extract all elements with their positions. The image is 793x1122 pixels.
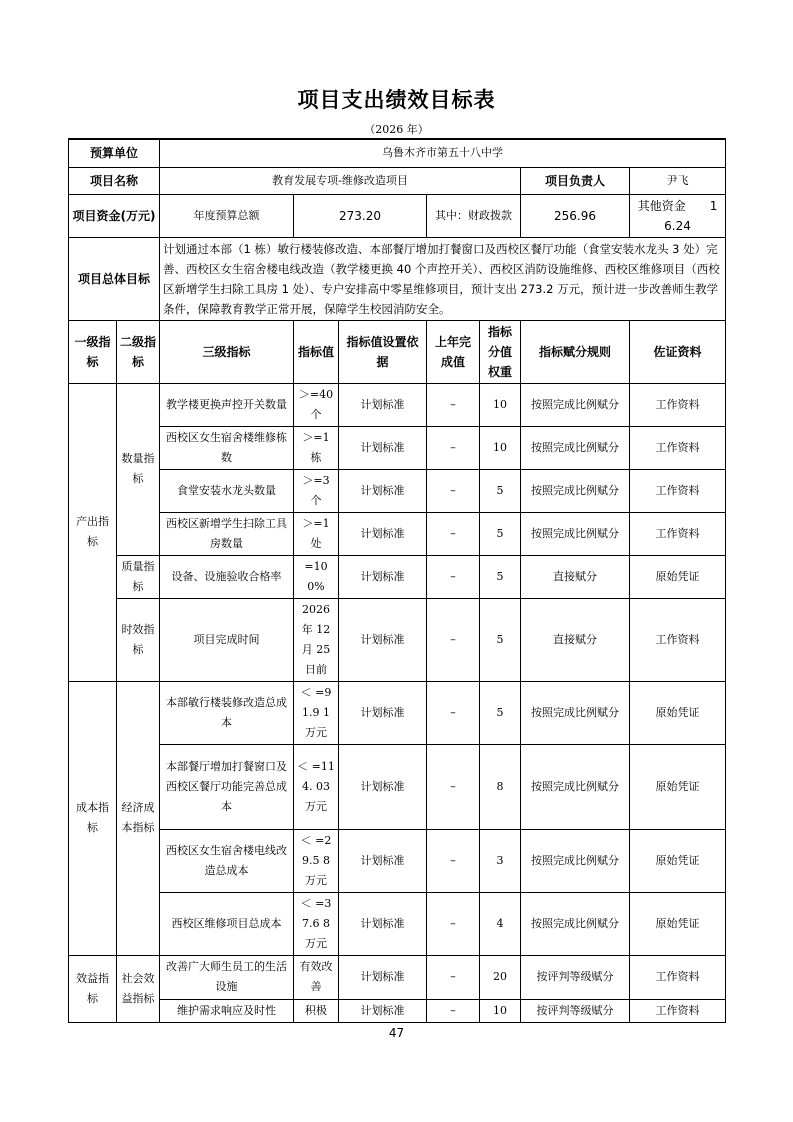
indicator-weight: 10	[480, 426, 521, 469]
indicator-prev: –	[427, 744, 480, 829]
indicator-rule: 按照完成比例赋分	[521, 512, 630, 555]
indicator-rule: 按评判等级赋分	[521, 955, 630, 999]
indicator-basis: 计划标准	[339, 426, 427, 469]
indicator-name: 本部敏行楼装修改造总成本	[160, 681, 294, 744]
table-row	[69, 598, 726, 681]
indicator-weight: 8	[480, 744, 521, 829]
page-title: 项目支出绩效目标表	[297, 88, 496, 112]
group-economic: 经济成本指标	[117, 681, 160, 955]
indicator-evidence: 工作资料	[630, 955, 726, 999]
indicator-rule: 按照完成比例赋分	[521, 383, 630, 426]
goal-row	[69, 237, 726, 320]
indicator-evidence: 工作资料	[630, 512, 726, 555]
indicator-evidence: 原始凭证	[630, 555, 726, 598]
col-header-4: 指标值	[294, 320, 339, 383]
indicator-prev: –	[427, 598, 480, 681]
col-header-6: 上年完成值	[427, 320, 480, 383]
table-row	[69, 681, 726, 744]
indicator-prev: –	[427, 555, 480, 598]
indicator-evidence: 工作资料	[630, 598, 726, 681]
annual-value: 273.20	[294, 194, 427, 237]
col-header-5: 指标值设置依据	[339, 320, 427, 383]
indicator-basis: 计划标准	[339, 598, 427, 681]
indicator-prev: –	[427, 681, 480, 744]
indicator-rule: 按照完成比例赋分	[521, 469, 630, 512]
indicator-prev: –	[427, 383, 480, 426]
indicator-rule: 按照完成比例赋分	[521, 829, 630, 892]
indicator-weight: 3	[480, 829, 521, 892]
group-quantity: 数量指标	[117, 383, 160, 555]
table-row	[69, 892, 726, 955]
fiscal-label: 其中：财政拨款	[427, 194, 521, 237]
table-row	[69, 999, 726, 1022]
indicator-evidence: 原始凭证	[630, 829, 726, 892]
indicator-weight: 5	[480, 598, 521, 681]
other-label-value	[630, 194, 726, 237]
indicator-evidence: 原始凭证	[630, 681, 726, 744]
unit-row	[69, 139, 726, 167]
page-number: 47	[388, 1026, 405, 1040]
indicator-basis: 计划标准	[339, 512, 427, 555]
leader-label: 项目负责人	[521, 167, 630, 194]
unit-label: 预算单位	[69, 139, 160, 167]
column-header-row	[69, 320, 726, 383]
year-label: （2026 年）	[364, 123, 429, 136]
table-row	[69, 383, 726, 426]
indicator-value: ＜ =37.6 8 万元	[294, 892, 339, 955]
indicator-rule: 按照完成比例赋分	[521, 744, 630, 829]
table-row	[69, 829, 726, 892]
project-name-row	[69, 167, 726, 194]
unit-value: 乌鲁木齐市第五十八中学	[160, 139, 726, 167]
indicator-weight: 10	[480, 999, 521, 1022]
indicator-evidence: 工作资料	[630, 426, 726, 469]
indicator-value: 积极	[294, 999, 339, 1022]
indicator-value: ＞=40 个	[294, 383, 339, 426]
indicator-name: 维护需求响应及时性	[160, 999, 294, 1022]
group-cost: 成本指标	[69, 681, 117, 955]
funds-label: 项目资金(万元)	[69, 194, 160, 237]
table-row	[69, 744, 726, 829]
indicator-basis: 计划标准	[339, 955, 427, 999]
indicator-rule: 直接赋分	[521, 598, 630, 681]
name-label: 项目名称	[69, 167, 160, 194]
indicator-name: 西校区新增学生扫除工具房数量	[160, 512, 294, 555]
indicator-weight: 4	[480, 892, 521, 955]
performance-table	[68, 138, 726, 1023]
indicator-basis: 计划标准	[339, 469, 427, 512]
indicator-name: 改善广大师生员工的生活设施	[160, 955, 294, 999]
col-header-8: 指标赋分规则	[521, 320, 630, 383]
indicator-evidence: 工作资料	[630, 469, 726, 512]
indicator-evidence: 原始凭证	[630, 744, 726, 829]
indicator-prev: –	[427, 955, 480, 999]
indicator-basis: 计划标准	[339, 555, 427, 598]
fiscal-value: 256.96	[521, 194, 630, 237]
indicator-rule: 按评判等级赋分	[521, 999, 630, 1022]
indicator-basis: 计划标准	[339, 999, 427, 1022]
indicator-name: 西校区维修项目总成本	[160, 892, 294, 955]
indicator-evidence: 工作资料	[630, 383, 726, 426]
other-label: 其他资金	[637, 198, 686, 213]
indicator-name: 设备、设施验收合格率	[160, 555, 294, 598]
indicator-name: 西校区女生宿舍楼维修栋数	[160, 426, 294, 469]
table-row	[69, 555, 726, 598]
indicator-basis: 计划标准	[339, 383, 427, 426]
table-row	[69, 469, 726, 512]
indicator-basis: 计划标准	[339, 744, 427, 829]
indicator-name: 食堂安装水龙头数量	[160, 469, 294, 512]
annual-label: 年度预算总额	[160, 194, 294, 237]
col-header-9: 佐证资料	[630, 320, 726, 383]
indicator-value: 有效改善	[294, 955, 339, 999]
other-value: 16.24	[664, 198, 718, 233]
indicator-value: ＜ =114. 03 万元	[294, 744, 339, 829]
name-value: 教育发展专项-维修改造项目	[160, 167, 521, 194]
indicator-evidence: 原始凭证	[630, 892, 726, 955]
indicator-weight: 20	[480, 955, 521, 999]
group-quality: 质量指标	[117, 555, 160, 598]
indicator-basis: 计划标准	[339, 681, 427, 744]
col-header-7: 指标分值权重	[480, 320, 521, 383]
leader-value: 尹飞	[630, 167, 726, 194]
funds-row	[69, 194, 726, 237]
indicator-prev: –	[427, 999, 480, 1022]
table-row	[69, 955, 726, 999]
goal-label: 项目总体目标	[69, 237, 160, 320]
indicator-basis: 计划标准	[339, 829, 427, 892]
group-timeliness: 时效指标	[117, 598, 160, 681]
indicator-prev: –	[427, 469, 480, 512]
indicator-name: 西校区女生宿舍楼电线改造总成本	[160, 829, 294, 892]
indicator-value: =100%	[294, 555, 339, 598]
indicator-rule: 直接赋分	[521, 555, 630, 598]
indicator-value: ＞=3 个	[294, 469, 339, 512]
indicator-weight: 5	[480, 469, 521, 512]
indicator-weight: 5	[480, 512, 521, 555]
indicator-weight: 10	[480, 383, 521, 426]
indicator-weight: 5	[480, 555, 521, 598]
indicator-prev: –	[427, 512, 480, 555]
indicator-rule: 按照完成比例赋分	[521, 681, 630, 744]
indicator-name: 项目完成时间	[160, 598, 294, 681]
indicator-evidence: 工作资料	[630, 999, 726, 1022]
indicator-name: 本部餐厅增加打餐窗口及西校区餐厅功能完善总成本	[160, 744, 294, 829]
indicator-value: 2026 年 12 月 25 日前	[294, 598, 339, 681]
table-row	[69, 512, 726, 555]
indicator-value: ＜ =29.5 8 万元	[294, 829, 339, 892]
col-header-2: 二级指标	[117, 320, 160, 383]
indicator-value: ＞=1 处	[294, 512, 339, 555]
indicator-prev: –	[427, 892, 480, 955]
table-row	[69, 426, 726, 469]
col-header-3: 三级指标	[160, 320, 294, 383]
indicator-prev: –	[427, 426, 480, 469]
indicator-name: 教学楼更换声控开关数量	[160, 383, 294, 426]
indicator-weight: 5	[480, 681, 521, 744]
indicator-rule: 按照完成比例赋分	[521, 892, 630, 955]
group-benefit: 效益指标	[69, 955, 117, 1022]
col-header-1: 一级指标	[69, 320, 117, 383]
group-output: 产出指标	[69, 383, 117, 681]
indicator-rule: 按照完成比例赋分	[521, 426, 630, 469]
indicator-prev: –	[427, 829, 480, 892]
indicator-basis: 计划标准	[339, 892, 427, 955]
goal-text: 计划通过本部（1 栋）敏行楼装修改造、本部餐厅增加打餐窗口及西校区餐厅功能（食堂安装水龙头 3 处）完善、西校区女生宿舍楼电线改造（教学楼更换 40 个声控开关）、西校区消防设施维修、西校区维修项目（西校区新增学生扫除工具房 1 处）、专户安排高中零星维修项目，预计支出 273.2 万元，预计进一步改善师生教学条件，保障教育教学正常开展，保障学生校园消防安全。	[160, 237, 726, 320]
group-social: 社会效益指标	[117, 955, 160, 1022]
indicator-value: ＜ =91.9 1 万元	[294, 681, 339, 744]
indicator-value: ＞=1 栋	[294, 426, 339, 469]
